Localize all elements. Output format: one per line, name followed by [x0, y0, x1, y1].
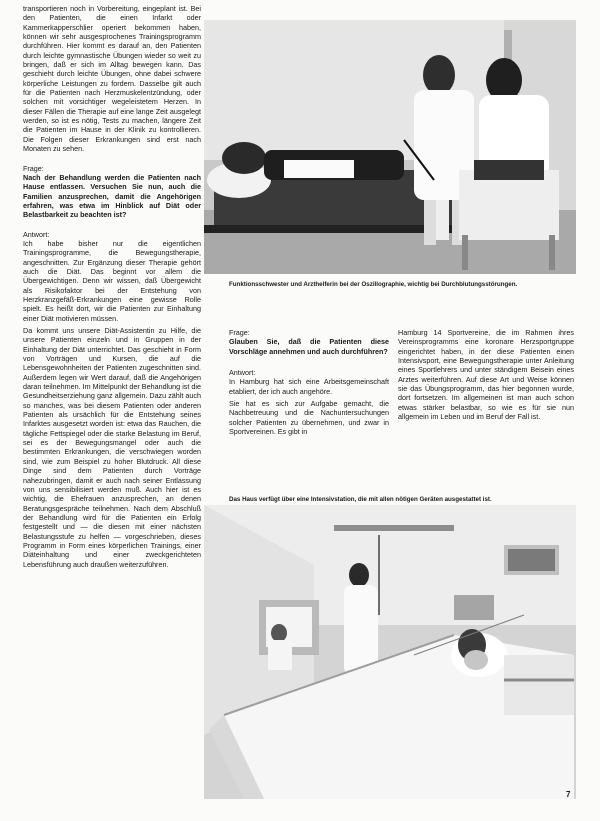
answer-block-2 [229, 368, 389, 396]
body-paragraph-2: Sie hat es sich zur Aufgabe gemacht, die Nachbetreuung und die Nachuntersuchungen solcher Patienten zu übernehmen, und zwar in Sportvereinen. Es gibt in [229, 399, 389, 437]
intro-paragraph: transportieren noch in Vorbereitung, eingeplant ist. Bei den Patienten, die einen Infarkt oder Kammerkapperschlier operiert bekommen haben, können wir sehr ausgesprochenes Trainingsprogramm durchführen. Hier kommt es darauf an, den Patienten durch leichte gymnastische Übungen wieder so weit zu bringen, daß er sich im Alltag bewegen kann. Das geschieht durch leichte Übungen, ohne dabei schwere körperliche Leistungen zu fordern. Dasselbe gilt auch für die Patienten nach Herzmuskelentzündung, oder solchen mit vorsichtiger wegeleistetem Herzen. In dieser Fällen die Therapie auf eine lange Zeit ausgelegt werden, so ist es nötig, Tests zu machen, längere Zeit die Patienten im Hause in der Klinik zu kontrollieren. Die Folgen dieser Erkrankungen sind erst nach Monaten zu sehen. [23, 4, 201, 154]
middle-text-column [229, 328, 389, 439]
body-paragraph-3: Hamburg 14 Sportvereine, die im Rahmen ihres Vereinsprogramms eine koronare Herzsportgruppe eingerichtet haben, in der diese Patienten einen Intensivsport, eine Bewegungstherapie unter Anleitung eines Sportlehrers und unter ständigem Beisein eines Arztes weiterführen. Auf diese Art und Weise können sie das Übungsprogramm, das hier begonnen wurde, dort fortsetzen. Im allgemeinen ist man auch schon etwas stärker belastbar, so wie es für sie nun allgemein im Leben und im Beruf der Fall ist. [398, 328, 574, 422]
body-paragraph: Da kommt uns unsere Diät-Assistentin zu Hilfe, die unsere Patienten einzeln und in Gruppen in der Einhaltung der Diät unterrichtet. Das geschieht in Form von Vorträgen und Kursen, die auf die Lebensgewohnheiten der Patienten zugeschnitten sind. Außerdem legen wir Wert darauf, daß die Angehörigen daran teilnehmen. Im Mittelpunkt der Behandlung ist die Gesundheitserziehung ganz allgemein. Dazu zählt auch so manches, was bei diesem Patienten oder anderen Patienten als ursächlich für die Entstehung seines Infarktes ausgesetzt worden ist: etwa das Rauchen, die tägliche Fettspiegel oder die starke Belastung im Beruf, sei es der Bewegungsmangel oder auch die bestimmten Erkrankungen, die verschwiegen worden sind, wie zum Beispiel zu hoher Blutdruck. All diese Dinge sind dem Patienten durch Vorträge nahezubringen, damit er auch nach seiner Entlassung von uns sensibilisiert werden muß. Auch hier ist es wichtig, die Ehefrauen anzusprechen, an denen Beratungsgespräche teilnehmen. Nach dem Abschluß der Behandlung wird für die Patienten ein Erfolg festgestellt und — die diesen mit einer nächsten Belastungsstufe zu helfen — vorgeschrieben, dieses Programm in Form eines körperlichen Trainings, einer Diäteinhaltung und einer zweckgerichteten Lebensführung auch draußen weiterzuführen. [23, 326, 201, 569]
photo-oscillography-image [204, 20, 576, 274]
answer-text-2: In Hamburg hat sich eine Arbeitsgemeinschaft etabliert, der ich auch angehöre. [229, 377, 389, 396]
right-text-column [398, 328, 574, 424]
question-label: Frage: [23, 163, 44, 173]
left-text-column [23, 4, 201, 572]
page-number: 7 [566, 790, 571, 799]
caption-top: Funktionsschwester und Arzthelferin bei der Oszillographie, wichtig bei Durchblutungsstörungen. [229, 281, 518, 288]
photo-intensive-care-image [204, 505, 576, 799]
question-label-2: Frage: [229, 328, 250, 337]
question-block-2 [229, 328, 389, 356]
photo-intensive-care [204, 505, 576, 799]
caption-bottom: Das Haus verfügt über eine Intensivstation, die mit allen nötigen Geräten ausgestattet ist. [229, 496, 492, 503]
answer-label-2: Antwort: [229, 368, 256, 378]
question-text-2: Glauben Sie, daß die Patienten diese Vorschläge annehmen und auch durchführen? [229, 337, 389, 356]
question-block [23, 164, 201, 220]
answer-block [23, 230, 201, 323]
photo-oscillography [204, 20, 576, 274]
answer-label: Antwort: [23, 229, 50, 239]
question-text: Nach der Behandlung werden die Patienten nach Hause entlassen. Versuchen Sie nun, auch die Familien anzusprechen, damit die Angehörigen erfahren, was etwa im Hinblick auf Diät oder Belastbarkeit zu beachten ist? [23, 172, 201, 220]
answer-paragraph: Ich habe bisher nur die eigentlichen Trainingsprogramme, die Bewegungstherapie, angeschnitten. Zur Ergänzung dieser Therapie gehört auch die Diät. Das beginnt vor allem die Übergewichtigen. Denn wir wissen, daß Übergewicht als Risikofaktor bei der Entstehung von Herzkranzgefäß-Erkrankungen eine gewisse Rolle spielt. Es heißt dort, wir die Patienten zur Einhaltung einer Diät motivieren müssen. [23, 238, 201, 323]
